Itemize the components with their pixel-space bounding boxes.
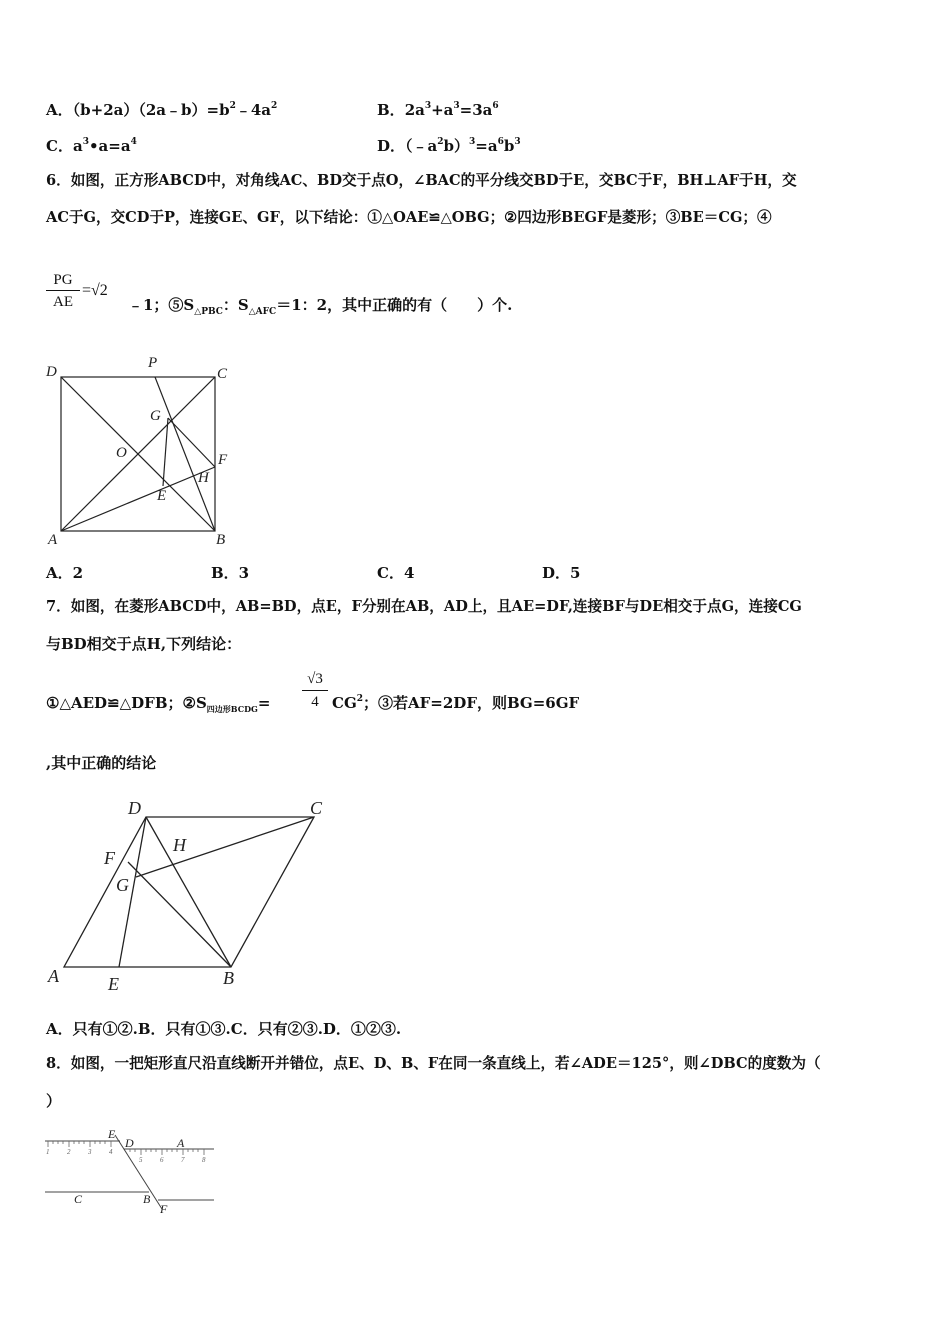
tick-3: 3 [88, 1148, 92, 1156]
label-d: D [128, 798, 141, 818]
label-b: B [223, 968, 234, 988]
q7-line3-prefix: ①△AED≌△DFB；$②S_{四边形BCDG}=$ [46, 694, 271, 714]
label-f: F [160, 1202, 168, 1216]
tick-6: 6 [160, 1156, 164, 1164]
label-g: G [150, 408, 161, 424]
q7-line4: ,其中正确的结论 [46, 754, 157, 772]
tick-1: 1 [46, 1148, 50, 1156]
label-o: O [116, 445, 127, 461]
q7-frac-den: 4 [311, 694, 319, 710]
label-e: E [157, 488, 167, 504]
label-a: A [48, 966, 59, 986]
cut-line [115, 1135, 162, 1209]
tick-8: 8 [202, 1156, 206, 1164]
q6-option-d: D．5 [542, 564, 581, 582]
q7-rhombus-figure [40, 790, 340, 1000]
label-a: A [177, 1136, 185, 1150]
q6-line2: AC于G，交CD于P，连接GE、GF，以下结论：①△OAE≌△OBG；②四边形BEGF是菱形；③BE＝CG；④ [46, 209, 772, 226]
tick-4: 4 [109, 1148, 113, 1156]
q7-line1: 7．如图，在菱形ABCD中，AB=BD，点E，F分别在AB，AD上，且AE=DF,连接BF与DE相交于点G，连接CG [46, 598, 802, 615]
label-c: C [74, 1192, 83, 1206]
q7-options: A．只有①②.B．只有①③.C．只有②③.D．①②③. [46, 1020, 402, 1038]
tick-2: 2 [67, 1148, 71, 1156]
q8-line1: 8．如图，一把矩形直尺沿直线断开并错位，点E、D、B、F在同一条直线上，若∠ADE＝125°，则∠DBC的度数为（ [46, 1055, 821, 1072]
segment-gf [168, 418, 215, 467]
label-b: B [143, 1192, 151, 1206]
q6-fraction [46, 270, 80, 313]
bisector-af [61, 467, 215, 531]
label-f: F [218, 452, 228, 468]
q6-option-a: A．2 [46, 564, 84, 582]
q6-square-figure [40, 350, 240, 550]
q7-line2: 与BD相交于点H,下列结论： [46, 635, 242, 653]
tick-5: 5 [139, 1156, 143, 1164]
label-d: D [125, 1136, 134, 1150]
label-g: G [116, 875, 129, 895]
q6-line1: 6．如图，正方形ABCD中，对角线AC、BD交于点O，∠BAC的平分线交BD于E，交BC于F，BH⊥AF于H，交 [46, 172, 797, 189]
label-b: B [216, 532, 226, 548]
q6-frac-num: PG [46, 270, 80, 291]
q8-line2: ） [46, 1092, 62, 1110]
tick-7: 7 [181, 1156, 185, 1164]
label-p: P [148, 355, 158, 371]
line-bp [155, 377, 215, 531]
q6-option-b: B．3 [211, 564, 250, 582]
q8-ruler-figure [40, 1125, 230, 1225]
q6-sqrt: =√2 [82, 282, 108, 299]
label-h: H [198, 470, 209, 486]
q5-option-c: C．$a^3•a=a^4$ [46, 137, 137, 155]
label-f: F [104, 848, 115, 868]
label-a: A [48, 532, 58, 548]
label-d: D [46, 364, 57, 380]
segment-bf [128, 862, 231, 967]
label-e: E [108, 1127, 116, 1141]
label-c: C [310, 798, 323, 818]
q5-option-a: A．$(b+2a)(2a﹣b)=b^2﹣4a^2$ [46, 101, 278, 119]
q7-line3-suffix: $CG^2$；③若AF=2DF，则BG=6GF [332, 694, 580, 712]
q5-option-d: D．$(﹣a^2b)^3=a^6b^3$ [377, 137, 521, 155]
q6-frac-den: AE [53, 294, 73, 310]
q5-option-b: B．$2a^3+a^3=3a^6$ [377, 101, 499, 119]
diagonal-bd [146, 817, 231, 967]
label-c: C [217, 366, 228, 382]
label-h: H [173, 835, 186, 855]
q6-line3: ﹣1；$⑤S_{\triangle PBC}$：$S_{\triangle AFC}=1$：2，其中正确的有（ ）个. [128, 296, 513, 317]
q7-fraction [302, 668, 328, 713]
q6-option-c: C．4 [377, 564, 415, 582]
label-e: E [108, 974, 119, 994]
q7-frac-num: √3 [302, 668, 328, 691]
